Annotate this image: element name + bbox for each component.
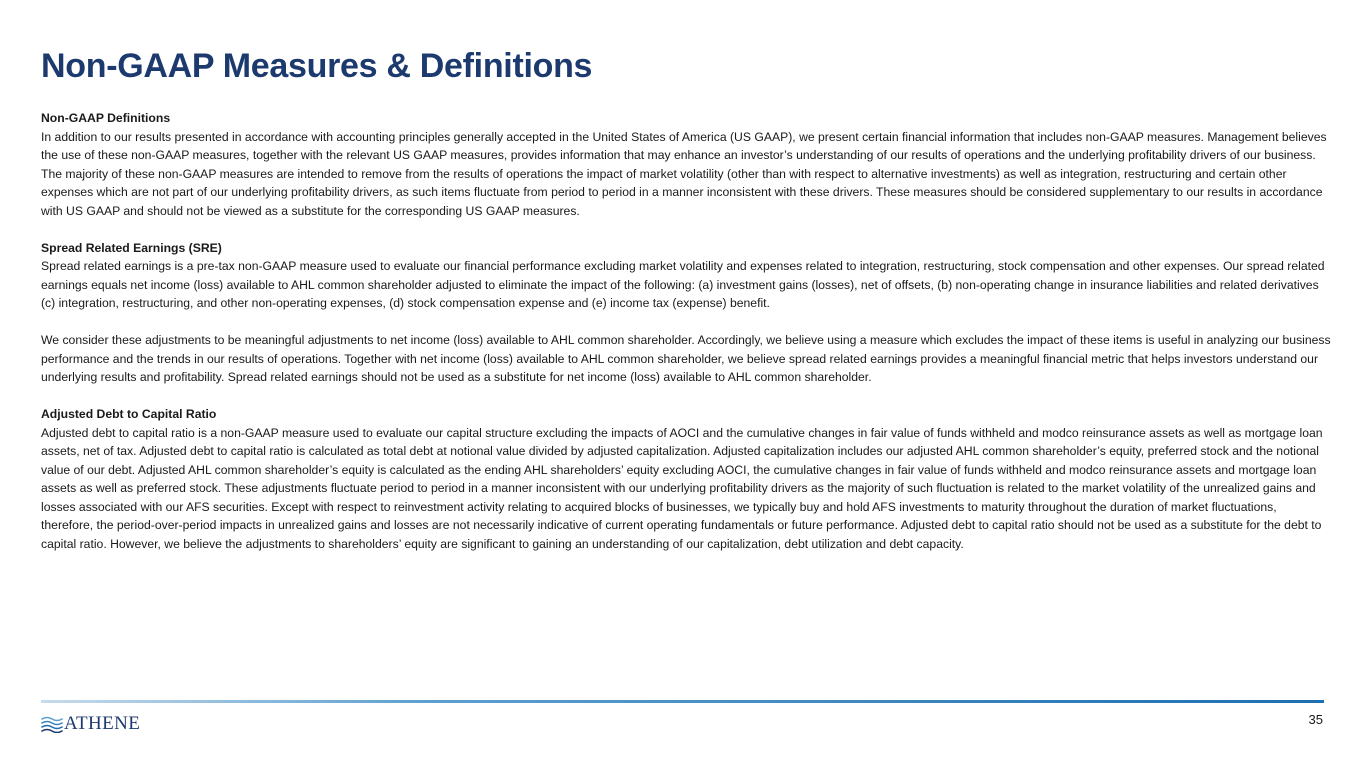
slide-content (41, 109, 1331, 572)
section-adjusted-debt-to-capital (41, 405, 1331, 553)
slide-title: Non-GAAP Measures & Definitions (41, 47, 593, 85)
athene-wave-logo-icon (41, 715, 63, 733)
section-heading: Adjusted Debt to Capital Ratio (41, 407, 217, 421)
athene-logo (41, 712, 140, 736)
section-heading: Non-GAAP Definitions (41, 111, 171, 125)
section-body: Adjusted debt to capital ratio is a non-GAAP measure used to evaluate our capital structure excluding the impacts of AOCI and the cumulative changes in fair value of funds withheld and modco reinsurance assets as well as mortgage loan assets, net of tax. Adjusted debt to capital ratio is calculated as total debt at notional value divided by adjusted capitalization. Adjusted capitalization includes our adjusted AHL common shareholder’s equity, preferred stock and the notional value of our debt. Adjusted AHL common shareholder’s equity is calculated as the ending AHL shareholders’ equity excluding AOCI, the cumulative changes in fair value of funds withheld and modco reinsurance assets and mortgage loan assets as well as preferred stock. These adjustments fluctuate period to period in a manner inconsistent with our underlying profitability drivers as the majority of such fluctuation is related to the market volatility of the unrealized gains and losses associated with our AFS securities. Except with respect to reinvestment activity relating to acquired blocks of businesses, we typically buy and hold AFS investments to maturity throughout the duration of market fluctuations, therefore, the period-over-period impacts in unrealized gains and losses are not necessarily indicative of current operating fundamentals or future performance. Adjusted debt to capital ratio should not be used as a substitute for the debt to capital ratio. However, we believe the adjustments to shareholders’ equity are significant to gaining an understanding of our capitalization, debt utilization and debt capacity. (41, 425, 1323, 551)
logo-text: ATHENE (64, 713, 141, 734)
footer-divider (41, 700, 1324, 703)
section-body: We consider these adjustments to be meaningful adjustments to net income (loss) available to AHL common shareholder. Accordingly, we believe using a measure which excludes the impact of these items is useful in analyzing our business performance and the trends in our results of operations. Together with net income (loss) available to AHL common shareholder, we believe spread related earnings provides a meaningful financial metric that helps investors understand our underlying results and profitability. Spread related earnings should not be used as a substitute for net income (loss) available to AHL common shareholder. (41, 333, 1331, 384)
section-spread-related-earnings (41, 239, 1331, 313)
section-heading: Spread Related Earnings (SRE) (41, 240, 222, 255)
section-sre-adjustments (41, 331, 1331, 387)
section-body: In addition to our results presented in accordance with accounting principles generally accepted in the United States of America (US GAAP), we present certain financial information that includes non-GAAP measures. Management believes the use of these non-GAAP measures, together with the relevant US GAAP measures, provides information that may enhance an investor’s understanding of our results of operations and the underlying profitability drivers of our business. The majority of these non-GAAP measures are intended to remove from the results of operations the impact of market volatility (other than with respect to alternative investments) as well as integration, restructuring and certain other expenses which are not part of our underlying profitability drivers, as such items fluctuate from period to period in a manner inconsistent with these drivers. These measures should be considered supplementary to our results in accordance with US GAAP and should not be viewed as a substitute for the corresponding US GAAP measures. (41, 129, 1327, 218)
section-non-gaap-definitions (41, 109, 1331, 220)
section-body: Spread related earnings is a pre-tax non-GAAP measure used to evaluate our financial performance excluding market volatility and expenses related to integration, restructuring, stock compensation and other expenses. Our spread related earnings equals net income (loss) available to AHL common shareholder adjusted to eliminate the impact of the following: (a) investment gains (losses), net of offsets, (b) non-operating change in insurance liabilities and related derivatives (c) integration, restructuring, and other non-operating expenses, (d) stock compensation expense and (e) income tax (expense) benefit. (41, 259, 1325, 310)
page-number: 35 (1308, 712, 1323, 727)
